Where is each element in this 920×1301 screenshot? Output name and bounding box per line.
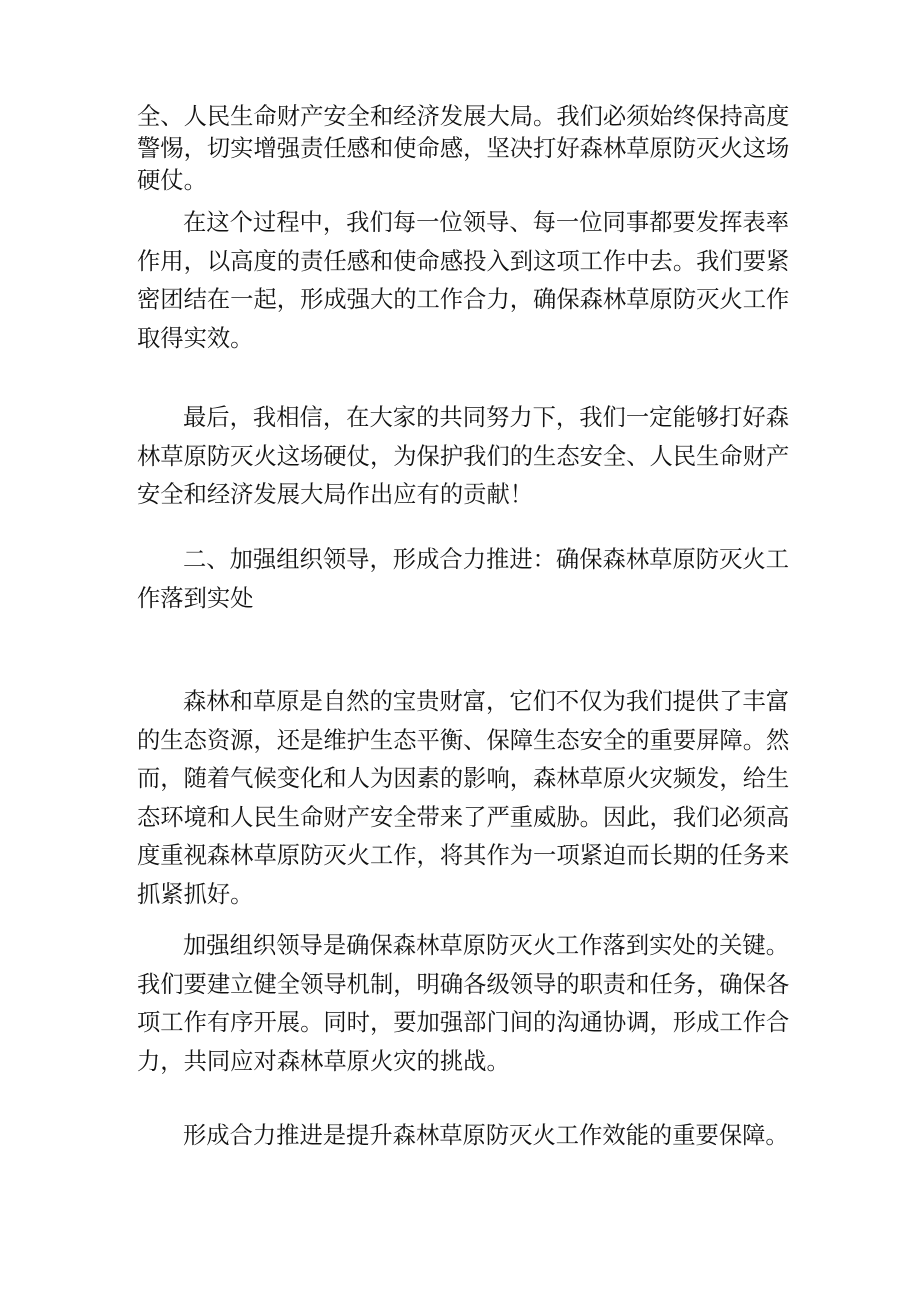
section-heading (137, 541, 789, 618)
text-line: 硬仗。 (137, 167, 207, 194)
text-line: 而，随着气候变化和人为因素的影响，森林草原火灾频发，给生 (137, 765, 790, 792)
text-line: 作用，以高度的责任感和使命感投入到这项工作中去。我们要紧 (137, 247, 790, 275)
paragraph (137, 683, 789, 914)
paragraph (137, 927, 789, 1081)
text-line: 力，共同应对森林草原火灾的挑战。 (137, 1047, 510, 1075)
text-line: 度重视森林草原防灭火工作，将其作为一项紧迫而长期的任务来 (137, 842, 790, 869)
text-line: 在这个过程中，我们每一位领导、每一位同事都要发挥表率 (183, 209, 789, 236)
text-line: 全、人民生命财产安全和经济发展大局。我们必须始终保持高度 (137, 103, 790, 130)
paragraph (137, 1117, 789, 1156)
text-line: 森林和草原是自然的宝贵财富，它们不仅为我们提供了丰富 (183, 688, 789, 715)
text-line: 最后，我相信，在大家的共同努力下，我们一定能够打好森 (183, 404, 789, 431)
text-line: 取得实效。 (137, 324, 254, 352)
text-line: 项工作有序开展。同时，要加强部门间的沟通协调，形成工作合 (137, 1009, 790, 1036)
text-line: 林草原防灭火这场硬仗，为保护我们的生态安全、人民生命财产 (137, 442, 790, 470)
text-line: 的生态资源，还是维护生态平衡、保障生态安全的重要屏障。然 (137, 726, 790, 754)
text-line: 二、加强组织领导，形成合力推进：确保森林草原防灭火工 (183, 546, 789, 573)
text-line: 密团结在一起，形成强大的工作合力，确保森林草原防灭火工作 (137, 286, 790, 313)
text-line: 作落到实处 (137, 584, 254, 612)
paragraph (137, 204, 789, 358)
text-line: 我们要建立健全领导机制，明确各级领导的职责和任务，确保各 (137, 970, 790, 998)
paragraph (137, 399, 789, 515)
text-line: 态环境和人民生命财产安全带来了严重威胁。因此，我们必须高 (137, 803, 790, 831)
text-line: 安全和经济发展大局作出应有的贡献！ (137, 481, 534, 508)
text-line: 加强组织领导是确保森林草原防灭火工作落到实处的关键。 (183, 932, 789, 959)
text-line: 警惕，切实增强责任感和使命感，坚决打好森林草原防灭火这场 (137, 135, 790, 162)
paragraph-continuation (137, 101, 789, 197)
text-line: 形成合力推进是提升森林草原防灭火工作效能的重要保障。 (183, 1122, 789, 1149)
text-line: 抓紧抓好。 (137, 880, 254, 908)
